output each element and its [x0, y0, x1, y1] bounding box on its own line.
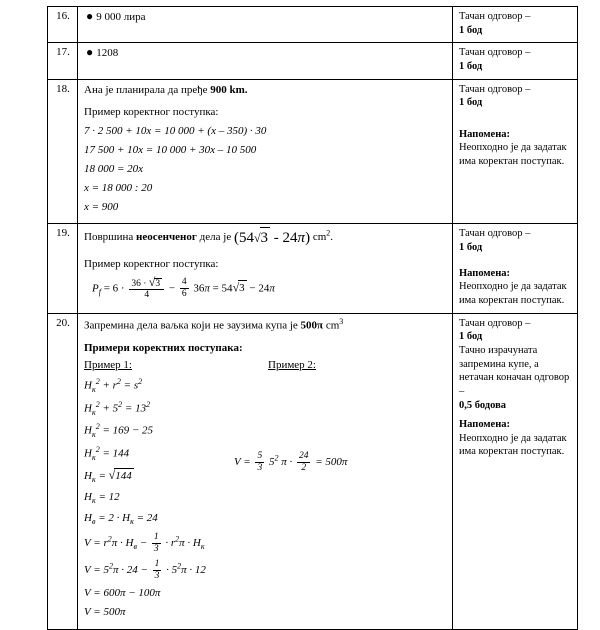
procedure-line: 18 000 = 20x	[84, 162, 144, 175]
answer-title-value: 900 km.	[210, 83, 248, 96]
note-points: 1 бод	[459, 24, 483, 36]
answer-text: 1208	[96, 47, 119, 60]
step-line: $V = 5^2\pi \cdot 24$ − $\frac{1}{3}$ · $5^2\pi \cdot 12$	[84, 559, 206, 582]
step-line: $H_к = 12$	[84, 491, 120, 506]
note-text: Неопходно је да задатак има коректан поступак.	[459, 281, 567, 307]
row-answer	[78, 79, 453, 224]
row-note	[453, 79, 578, 224]
step-line: $H_к = √144$	[84, 468, 132, 485]
procedure-line: x = 18 000 : 20	[84, 181, 153, 194]
table-row	[48, 7, 578, 43]
step-line: $H_в = 2 \cdot H_к = 24$	[84, 512, 158, 527]
note-partial-text: Тачно израчуната запремина купе, а нетачан коначан одговор –	[459, 344, 570, 397]
note-text: Неопходно је да задатак има коректан поступак.	[459, 142, 567, 168]
answer-title-sup: 2	[326, 228, 331, 238]
row-number: 19.	[48, 224, 78, 313]
answer-key-table	[47, 6, 578, 630]
step-line: V = 600π − 100π	[84, 587, 161, 600]
answer-title-prefix: Ана је планирала да пређе	[84, 83, 211, 96]
answer-title-prefix: Површина	[84, 231, 137, 244]
row-number: 17.	[48, 43, 78, 79]
note-points: 1 бод	[459, 60, 483, 72]
procedure-formula: $P_f = 6$ · $\frac{36 \cdot √3}{4}$ − $\frac{4}{6}$ 36π = 54√3 − 24π	[92, 274, 275, 301]
row-answer	[78, 7, 453, 43]
note-points: 1 бод	[459, 97, 483, 109]
answer-title-mid: дела је	[196, 231, 234, 244]
table-row	[48, 43, 578, 79]
table-row	[48, 313, 578, 629]
procedure-line: x = 900	[84, 200, 119, 213]
note-head: Напомена:	[459, 419, 510, 431]
answer-title-value: 500π	[300, 319, 324, 332]
example-1-label: Пример 1:	[84, 359, 132, 372]
row-note	[453, 313, 578, 629]
note-line-1: Тачан одговор –	[459, 11, 531, 22]
example-1-steps	[84, 373, 234, 624]
step-line: $H_к^2 + r^2 = s^2$	[84, 376, 143, 394]
procedure-line: 7 · 2 500 + 10x = 10 000 + (x – 350) · 30	[84, 125, 267, 138]
note-points: 1 бод	[459, 331, 483, 343]
row-number: 18.	[48, 79, 78, 224]
answer-title-sup: 3	[339, 316, 344, 326]
row-answer	[78, 43, 453, 79]
example-2-steps	[234, 373, 347, 478]
procedure-line: 17 500 + 10x = 10 000 + 30x – 10 500	[84, 144, 257, 157]
answer-title-prefix: Запремина дела ваљка који не заузима купа је	[84, 319, 301, 332]
step-line: $H_к^2 + 5^2 = 13^2$	[84, 399, 151, 417]
procedure-label: Пример коректног поступка:	[84, 257, 219, 270]
row-note	[453, 224, 578, 313]
answer-title-bold: неосенченог	[136, 231, 197, 244]
row-note	[453, 7, 578, 43]
answer-title-end: .	[330, 231, 334, 244]
row-number: 20.	[48, 313, 78, 629]
note-line-1: Тачан одговор –	[459, 83, 531, 95]
row-answer	[78, 313, 453, 629]
note-head: Напомена:	[459, 128, 510, 140]
row-number: 16.	[48, 7, 78, 43]
table-row	[48, 224, 578, 313]
note-line-1: Тачан одговор –	[459, 47, 531, 59]
answer-text: 9 000 лира	[96, 11, 146, 23]
step-line: V = 500π	[84, 605, 126, 618]
answer-title-math: (54√3 - 24π)	[234, 230, 310, 246]
answer-title-unit: cm	[323, 319, 340, 332]
answer-title-unit: cm	[310, 231, 327, 244]
bullet-icon: ●	[86, 9, 94, 23]
example-2-label: Пример 2:	[268, 359, 316, 372]
step-line: $H_к^2 = 169 - 25$	[84, 422, 154, 439]
note-head: Напомена:	[459, 267, 510, 279]
row-note	[453, 43, 578, 79]
step-line: $V = r^2\pi \cdot H_в$ − $\frac{1}{3}$ · $r^2\pi \cdot H_к$	[84, 532, 205, 555]
bullet-icon: ●	[86, 45, 94, 60]
step-line: V = $\frac{5}{3}$ $5^2$ π · $\frac{24}{2}$ = 500π	[234, 450, 348, 473]
note-text: Неопходно је да задатак има коректан поступак.	[459, 432, 567, 458]
procedure-label: Пример коректног поступка:	[84, 106, 219, 119]
procedure-label: Примери коректних поступака:	[84, 342, 243, 355]
table-row	[48, 79, 578, 224]
note-partial-points: 0,5 бодова	[459, 399, 507, 411]
note-points: 1 бод	[459, 242, 483, 254]
step-line: $H_к^2 = 144$	[84, 444, 130, 462]
row-answer	[78, 224, 453, 313]
note-line-1: Тачан одговор –	[459, 228, 531, 240]
note-line-1: Тачан одговор –	[459, 317, 531, 329]
